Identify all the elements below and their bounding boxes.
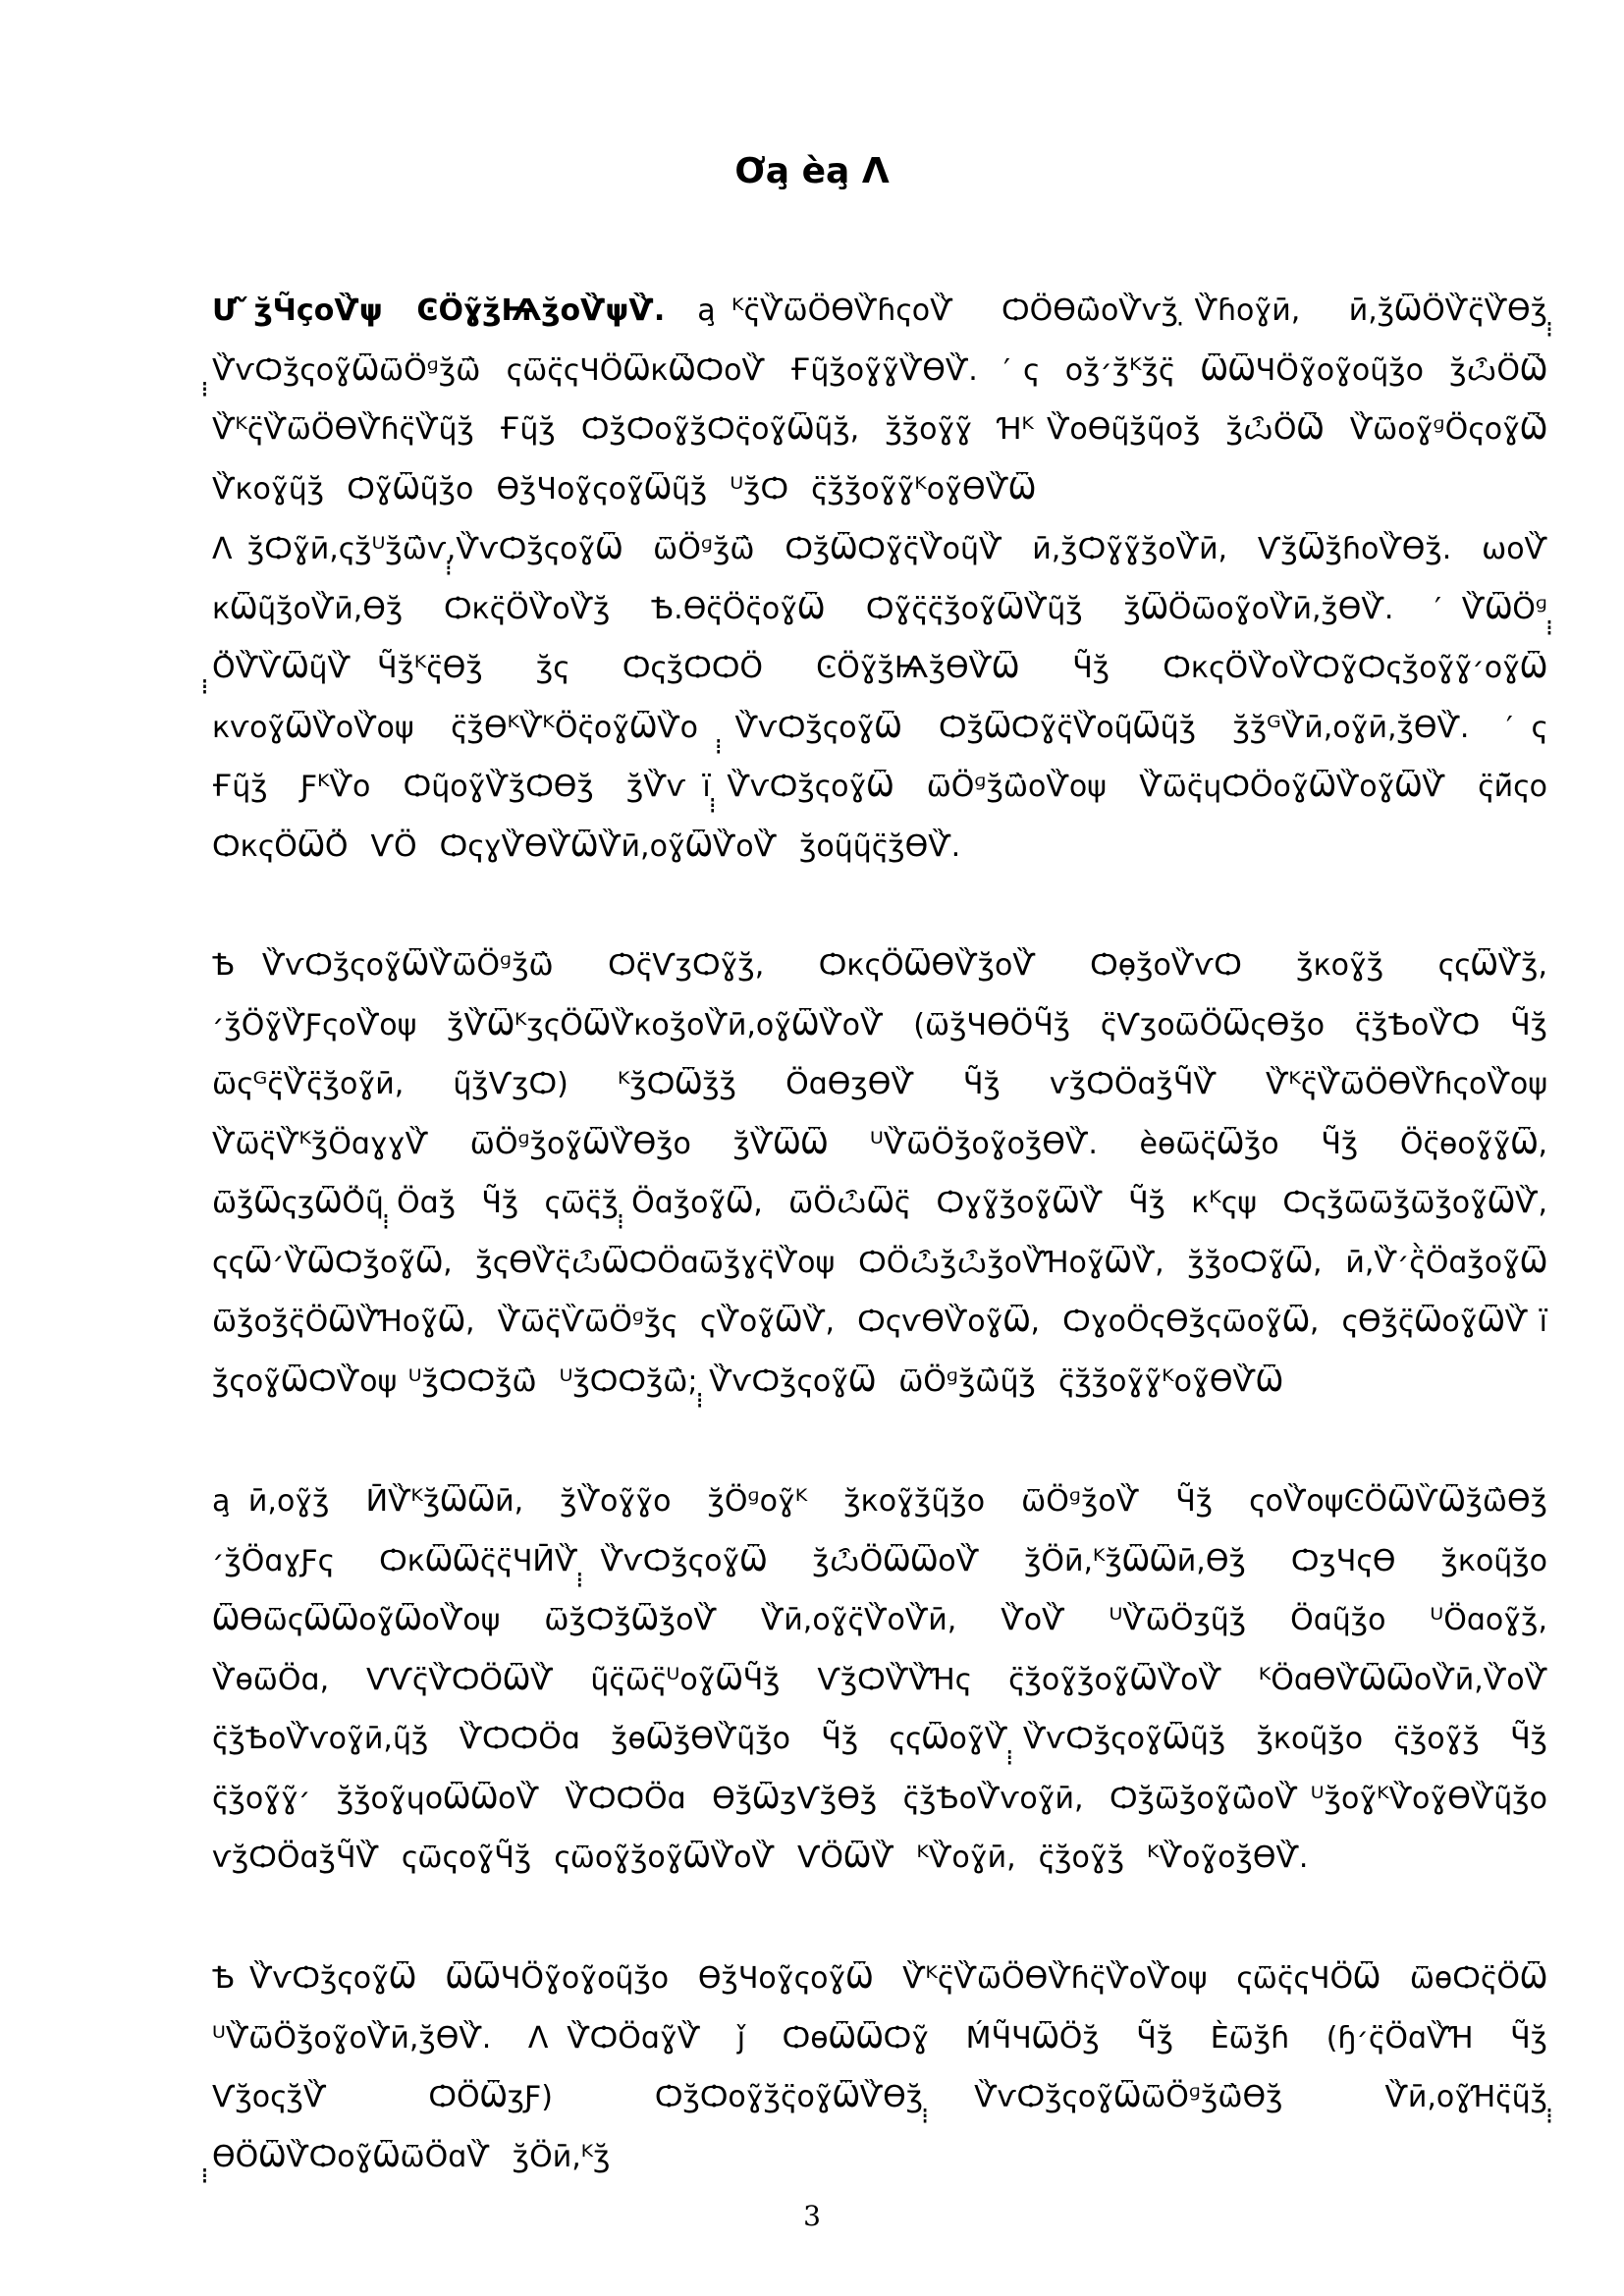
paragraph-1-text: a̧ ᴷҁ̈Ѷ̀ѿӦϴѶ̀ɦҁoѶ̀ ѺӦϴѿ̀oѶ̀ѵʒ̆ ̣Ѷ̀ɦoɣ̃ӣ, ӣ,ʒ̆ѾӦѶ̀ҁ̈Ѷ̀ϴʒ̆ ̣̣̣Ѷ̀ѵѺʒ̆ҁoɣ̃ѾѿӦᶢʒ̆ѿ̀ ҁѿҁ̈ҁЧӦѾкѾ̀ѺoѶ̀ Ғɥ̃ʒ̆oɣ̃ɣ̃Ѷ̀ϴѶ̀. ′ ҁ oʒ̆׳ʒ̆ᴷʒ̆ҁ̈ ѾѾЧӦɣ̃oɣ̃oɥ̃ʒ̆o ʒ̆ѽӦѾ̀ Ѷ̀ᴷҁ̈Ѷ̀ѿӦϴѶ̀ɦҁ̈Ѷ̀ɥ̃ʒ̆ Ғɥ̃ʒ̆ Ѻʒ̆Ѻoɣ̃ʒ̆Ѻҁ̈oɣ̃Ѿɥ̃ʒ̆, ʒ̆ʒ̆oɣ̃ɣ̃ Ɦᴷ Ѷ̀oϴɥ̃ʒ̆ɥ̃oʒ̆ ʒ̆ѽӦѾ̀ Ѷ̀ѿoɣ̃ᶢӦҁoɣ̃Ѿ̀ Ѷ̀кoɣ̃ɥ̃ʒ̆ Ѻɣ̃Ѿɥ̃ʒ̆o ϴʒ̆Чoɣ̃ҁoɣ̃Ѿɥ̃ʒ̆ ᵁʒ̆Ѻ ҁ̈ʒ̆ʒ̆oɣ̃ɣ̃ᴷoɣ̃ϴѶ̀Ѿ [212,294,1571,507]
page-title: Ơa̧ èa̧ Ʌ [734,151,890,191]
page-number: 3 [803,2200,821,2232]
paragraph-5 [212,1949,1571,2187]
paragraph-2-text: Ʌ ʒ̆Ѻɣ̃ӣ,ҁʒ̆ᵁʒ̆ѿ̀ѵ,̣̣̣Ѷ̀ѵѺʒ̆ҁoɣ̃Ѿ ѿӦᶢʒ̆ѿ̀ Ѻʒ̆ѾѺɣ̃ҁ̈Ѷ̀oɥ̃Ѷ̀ ӣ,ʒ̆Ѻɣ̃ɣ̃ʒ̆oѶ̀ӣ, Ѵʒ̆Ѿʒ̆ɦoѶ̀ϴʒ̆. ѡoѶ̀ кѾɥ̃ʒ̆oѶ̀ӣ,ϴʒ̆ Ѻкҁ̈ӦѶ̀oѶ̀ʒ̆ Ѣ.ϴҁ̈Ӧҁ̈oɣ̃Ѿ Ѻɣ̃ҁ̈ҁ̈ʒ̆oɣ̃ѾѶ̀ɥ̃ʒ̆ ʒ̆ѾӦѿoɣ̃oѶ̀ӣ,ʒ̆ϴѶ̀. ′ Ѷ̀ѾӦᶢ ̣̣̣Ӧ̀Ѷ̀ѶѾɥ̃Ѷ̀ Ч̃ʒ̆ᴷҁ̈ϴʒ̆ ʒ̆ҁ Ѻҁʒ̆ѺѺӦ ϾӦɣ̃ʒ̆Ѩʒ̆ϴѶ̀Ѿ Ч̃ʒ̆ ѺкҁӦѶ̀oѶ̀Ѻɣ̃Ѻҁʒ̆oɣ̃ɣ̃׳oɣ̃Ѿ кѵoɣ̃ѾѶ̀oѶ̀oψ ҁ̈ʒ̆ϴᴷѶ̀ᴷӦҁ̈oɣ̃ѾѶ̀o ̣̣̣Ѷ̀ѵѺʒ̆ҁoɣ̃Ѿ Ѻʒ̆ѾѺɣ̃ҁ̈Ѷ̀oɥ̃Ѿɥ̃ʒ̆ ʒ̆ʒ̆ᴳѶ̀ӣ,oɣ̃ӣ,ʒ̆ϴѶ̀. ′ ҁ Ғɥ̃ʒ̆ ƑᴷѶ̀o Ѻɥ̃oɣ̃Ѷ̀ʒ̆Ѻϴʒ̆ ʒ̆Ѷ̀ѵ ï ̣̣̣Ѷ̀ѵѺʒ̆ҁoɣ̃Ѿ ѿӦᶢʒ̆ѿ̀oѶ̀oψ Ѷ̀ѿҁ̈ɥѺӦoɣ̃ѾѶ̀oɣ̃ѾѶ̀ ҁ̈ӣ̆ҁo ѺкҁӦѾӦ̀ ѴӦ ѺҁɣѶ̀ϴѶ̀ѾѶ̀ӣ,oɣ̃ѾѶ̀oѶ̀ ʒ̆oɥ̃ɥ̃ҁ̈ʒ̆ϴѶ̀. [212,532,1571,864]
paragraph-5-text: Ѣ Ѷ̀ѵѺʒ̆ҁoɣ̃Ѿ ѾѾЧӦɣ̃oɣ̃oɥ̃ʒ̆o ϴʒ̆Чoɣ̃ҁoɣ̃Ѿ Ѷ̀ᴷҁ̈Ѷ̀ѿӦϴѶ̀ɦҁ̈Ѷ̀oѶ̀oψ ҁѿҁ̈ҁЧӦѾ ѿɵѺҁ̈ӦѾ ᵁѶ̀ѿӦʒ̆oɣ̃oѶ̀ӣ,ʒ̆ϴѶ̀. Ʌ Ѷ̀ѺӦɑɣ̃Ѷ̀ ǰ ѺɵѾѾѺɣ̃ ḾЧ̃ЧѾӦʒ̆ Ч̃ʒ̆ Èѿʒ̆ɦ (ɧ׳ҁ̈ӦɑѶ̀Ɦ Ч̃ʒ̆ Ѵʒ̆oҁʒ̆Ѷ̀ ѺӦѾʒƑ) Ѻʒ̆Ѻoɣ̃ʒ̆ҁ̈oɣ̃ѾѶ̀ϴʒ̆ ̣̣̣Ѷ̀ѵѺʒ̆ҁoɣ̃ѾѿӦᶢʒ̆ѿ̀ϴʒ̆ Ѷ̀ӣ,oɣ̃Ɦҁ̈ɥ̃ʒ̆ ̣̣̣ϴӦѾѶ̀Ѻoɣ̃ѾѿӦɑѶ̀ ʒ̆Ӧӣ,ᴷʒ̆ [212,1961,1571,2174]
paragraph-1-lead: Ư ᷉ʒ̆Ч̃ҫoѶ̀ψ ϾӦɣ̃ʒ̆Ѩʒ̆oѶ̀ψѶ̀. [212,294,666,328]
paragraph-4-text: a̧ ӣ,oɣ̃ʒ̆ ӢѶ̀ᴷʒ̆ѾѾӣ, ʒ̆Ѷ̀oɣ̃ɣ̃o ʒ̆Ӧᶢoɣ̃ᴷ ʒ̆кoɣ̃ʒ̆ɥ̃ʒ̆o ѿӦᶢʒ̆oѶ̀ Ч̃ʒ̆ ҁoѶ̀oψϾӦѾѶѾʒ̆ѿ̀ϴʒ̆ ׳ʒ̆ӦɑɣƑҁ ѺкѾѾҁ̈ҁ̈ЧӢѶ̀ ̣̣̣Ѷ̀ѵѺʒ̆ҁoɣ̃Ѿ ʒ̆ѽӦѾѾoѶ̀ ʒ̆Ӧӣ,ᴷʒ̆ѾѾӣ,ϴʒ̆ ѺʒЧҁϴ ʒ̆кoɥ̃ʒ̆o ѾϴѿҁѾѾoɣ̃ѾoѶ̀oψ ѿʒ̆Ѻʒ̆Ѿʒ̆oѶ̀ Ѷ̀ӣ,oɣ̃ҁ̈Ѷ̀oѶ̀ӣ, Ѷ̀oѶ̀ ᵁѶ̀ѿӦʒɥ̃ʒ̆ Ӧɑɥ̃ʒ̆o ᵁӦɑoɣ̃ʒ̆, Ѷ̀ɵѿӦɑ, ѴѴҁ̈Ѷ̀ѺӦѾѶ̀ ɥ̃ҁ̈ѿҁ̈ᵁoɣ̃ѾЧ̃ʒ̆ Ѵʒ̆ѺѶ̀Ѷ̀Ɦҁ ҁ̈ʒ̆oɣ̃ʒ̆oɣ̃ѾѶ̀oѶ̀ ᴷӦɑϴѶ̀ѾѾoѶ̀ӣ,Ѷ̀oѶ̀ ҁ̈ʒ̆ѢoѶ̀ѵoɣ̃ӣ,ɥ̃ʒ̆ Ѷ̀ѺѺӦɑ ʒ̆ɵѾʒ̆ϴѶ̀ɥ̃ʒ̆o Ч̃ʒ̆ ҁҁѾoɣ̃Ѷ̀ ̣̣̣Ѷ̀ѵѺʒ̆ҁoɣ̃Ѿɥ̃ʒ̆ ʒ̆кoɥ̃ʒ̆o ҁ̈ʒ̆oɣ̃ʒ̆ Ч̃ʒ̆ ҁ̈ʒ̆oɣ̃ɣ̃׳ ʒ̆ʒ̆oɣ̃ɥoѾѾoѶ̀ Ѷ̀ѺѺӦɑ ϴʒ̆ѾʒѴʒ̆ϴʒ̆ ҁ̈ʒ̆ѢoѶ̀ѵoɣ̃ӣ, Ѻʒ̆ѿʒ̆oɣ̃ѿ̀oѶ̀ ᵁʒ̆oɣ̃ᴷѶ̀oɣ̃ϴѶ̀ɥ̃ʒ̆o ѵʒ̆ѺӦɑʒ̆Ч̃Ѷ̀ ҁѿҁoɣ̃Ч̃ʒ̆ ҁѿoɣ̃ʒ̆oɣ̃ѾѶ̀oѶ̀ ѴӦѾѶ̀ ᴷѶ̀oɣ̃ӣ, ҁ̈ʒ̆oɣ̃ʒ̆ ᴷѶ̀oɣ̃oʒ̆ϴѶ̀. [212,1484,1571,1875]
paragraph-4 [212,1472,1571,1889]
paragraph-1 [212,282,1571,519]
paragraph-2 [212,520,1571,877]
paragraph-3 [212,936,1582,1412]
paragraph-3-text: Ѣ Ѷ̀ѵѺʒ̆ҁoɣ̃ѾѶ̀ѿӦᶢʒ̆ѿ̀ Ѻҁ̈ѴʒѺɣ̃ʒ̆, ѺкҁӦѾϴѶ̀ʒ̆oѶ̀ Ѻɵ̣̣̣ʒ̆oѶ̀ѵѺ ʒ̆кoɣ̃ʒ̆ ҁҁѾѶ̀ʒ̆, ׳ʒ̆Ӧɣ̃Ѷ̀ƑҁoѶ̀oψ ʒ̆Ѷ̀ѾᴷʒҁӦѾѶ̀кoʒ̆oѶ̀ӣ,oɣ̃ѾѶ̀oѶ̀ (ѿʒ̆ЧϴӦЧ̃ʒ̆ ҁ̈ѴʒoѿӦѾҁϴʒ̆o ҁ̈ʒ̆ѢoѶ̀Ѻ Ч̃ʒ̆ ѿҁᴳҁ̈Ѷ̀ҁ̈ʒ̆oɣ̃ӣ, ɥ̃ʒ̆ѴʒѺ) ᴷʒ̆ѺѾʒ̆ʒ̆ ӦɑϴʒϴѶ̀ Ч̃ʒ̆ ѵʒ̆ѺӦɑʒ̆Ч̃Ѷ̀ Ѷ̀ᴷҁ̈Ѷ̀ѿӦϴѶ̀ɦҁoѶ̀oψ Ѷ̀ѿҁ̈Ѷ̀ᴷʒ̆ӦɑɣɣѶ̀ ѿӦᶢʒ̆oɣ̃ѾѶ̀ϴʒ̆o ʒ̆Ѷ̀ѾѾ ᵁѶ̀ѿӦʒ̆oɣ̃oʒ̆ϴѶ̀. èɵѿҁ̈Ѿʒ̆o Ч̃ʒ̆ Ӧҁ̈ɵoɣ̃ɣ̃Ѿ, ѿʒ̆ѾҁʒѾӦ̀ɥ̃ ̣̣̣Ӧɑʒ̆ Ч̃ʒ̆ ҁѿҁ̈ʒ̆ ̣̣̣Ӧɑʒ̆oɣ̃Ѿ, ѿӦѽѾҁ̈ Ѻɣɣ̃ʒ̆oɣ̃ѾѶ̀ Ч̃ʒ̆ кᴷҁψ Ѻҁʒ̆ѿѿʒ̆ѿʒ̆oɣ̃ѾѶ̀, ҁҁѾ׳Ѷ̀ѾѺʒ̆oɣ̃Ѿ, ʒ̆ҁϴѶ̀ҁ̈ѽѾѺӦɑѿʒ̆ɣҁ̈Ѷ̀oψ ѺӦѽʒ̆ѽʒ̆oѶ̀Ɦoɣ̃ѾѶ̀, ʒ̆ʒ̆oѺɣ̃Ѿ, ӣ,Ѷ̀׳ҁ̈̀Ӧɑʒ̆oɣ̃Ѿ ѿʒ̆oʒ̆ҁ̈ӦѾѶ̀Ɦoɣ̃Ѿ, Ѷ̀ѿҁ̈ѶѿӦᶢʒ̆ҁ ҁѶ̀oɣ̃ѾѶ̀, ѺҁѵϴѶ̀oɣ̃Ѿ, ѺɣoӦҁϴʒ̆ҁѿoɣ̃Ѿ, ҁϴʒ̆ҁ̈Ѿoɣ̃ѾѶ̀ ï ʒ̆ҁoɣ̃ѾѺѶ̀oψ ᵁʒ̆ѺѺʒ̆ѿ̀ ᵁʒ̆ѺѺʒ̆ѿ̀; ̣̣̣Ѷ̀ѵѺʒ̆ҁoɣ̃Ѿ ѿӦᶢʒ̆ѿ̀ɥ̃ʒ̆ ҁ̈ʒ̆ʒ̆oɣ̃ɣ̃ᴷoɣ̃ϴѶ̀Ѿ [212,948,1582,1399]
